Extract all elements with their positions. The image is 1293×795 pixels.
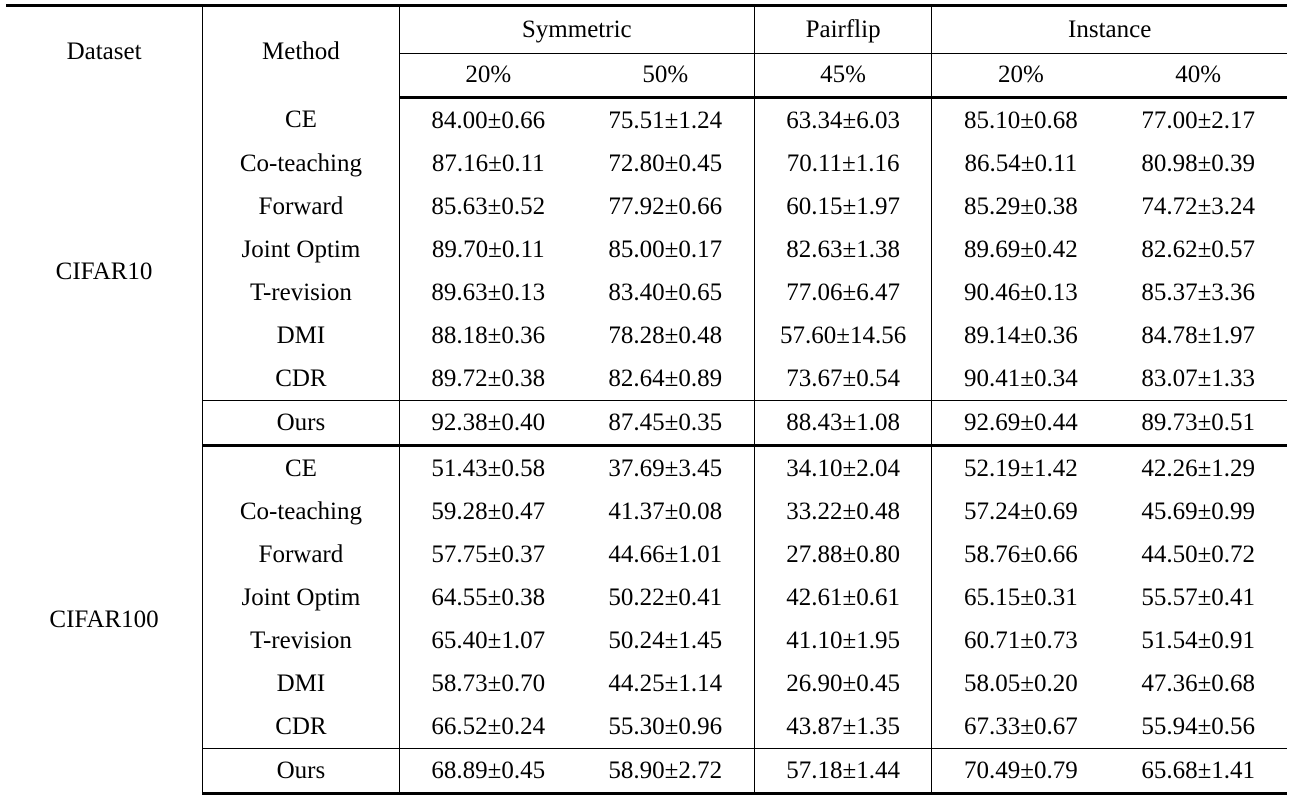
dataset-label-cifar100: CIFAR100 [6, 446, 203, 794]
value-cell: 80.98±0.39 [1141, 149, 1256, 177]
rate-header-instance-40: 40% [1109, 54, 1287, 98]
value-cell: 63.34±6.03 [754, 98, 932, 143]
value-cell: 55.94±0.56 [1109, 705, 1287, 749]
value-cell: 82.62±0.57 [1141, 235, 1256, 263]
results-table-container [0, 4, 1293, 784]
method-label: DMI [203, 662, 400, 705]
value-cell: 73.67±0.54 [754, 357, 932, 401]
value-cell: 60.15±1.97 [754, 185, 932, 228]
method-label: T-revision [203, 271, 400, 314]
value-cell: 82.63±1.38 [754, 228, 932, 271]
value-cell: 85.37±3.36 [1141, 278, 1256, 306]
rate-header-symmetric-50: 50% [577, 54, 755, 98]
value-cell: 57.60±14.56 [754, 314, 932, 357]
value-cell: 88.18±0.36 [431, 321, 546, 349]
rate-header-pairflip-45: 45% [754, 54, 932, 98]
value-cell: 68.89±0.45 [399, 749, 577, 794]
value-cell: 58.73±0.70 [431, 669, 546, 697]
value-cell: 51.54±0.91 [1141, 626, 1256, 654]
value-cell: 87.16±0.11 [431, 149, 545, 177]
value-cell: 44.25±1.14 [577, 662, 755, 705]
value-cell: 66.52±0.24 [399, 705, 577, 749]
method-label: CE [203, 446, 400, 491]
value-cell: 33.22±0.48 [754, 490, 932, 533]
table-row [6, 446, 1287, 491]
value-cell: 78.28±0.48 [577, 314, 755, 357]
method-label: Joint Optim [203, 228, 400, 271]
value-cell: 70.49±0.79 [932, 749, 1110, 794]
value-cell: 52.19±1.42 [964, 454, 1078, 482]
value-cell: 50.24±1.45 [577, 619, 755, 662]
value-cell: 90.46±0.13 [964, 278, 1078, 306]
value-cell: 83.40±0.65 [577, 271, 755, 314]
value-cell: 44.66±1.01 [577, 533, 755, 576]
value-cell: 86.54±0.11 [964, 149, 1078, 177]
value-cell: 47.36±0.68 [1141, 669, 1256, 697]
method-label: Co-teaching [203, 142, 400, 185]
value-cell: 60.71±0.73 [964, 626, 1078, 654]
value-cell: 85.63±0.52 [431, 192, 546, 220]
value-cell: 41.37±0.08 [577, 490, 755, 533]
value-cell: 37.69±3.45 [577, 446, 755, 491]
value-cell: 83.07±1.33 [1109, 357, 1287, 401]
value-cell: 65.40±1.07 [431, 626, 546, 654]
value-cell: 57.75±0.37 [431, 540, 546, 568]
method-label: CE [203, 98, 400, 143]
value-cell: 58.76±0.66 [964, 540, 1078, 568]
value-cell: 26.90±0.45 [754, 662, 932, 705]
results-table [6, 4, 1287, 795]
value-cell: 55.57±0.41 [1141, 583, 1256, 611]
value-cell: 64.55±0.38 [431, 583, 546, 611]
value-cell: 84.00±0.66 [431, 106, 546, 134]
value-cell: 77.00±2.17 [1141, 106, 1256, 134]
value-cell: 85.29±0.38 [964, 192, 1078, 220]
group-header-symmetric: Symmetric [399, 6, 754, 54]
method-label: Co-teaching [203, 490, 400, 533]
value-cell: 42.61±0.61 [754, 576, 932, 619]
value-cell: 59.28±0.47 [431, 497, 546, 525]
value-cell: 44.50±0.72 [1141, 540, 1256, 568]
value-cell: 74.72±3.24 [1141, 192, 1256, 220]
value-cell: 75.51±1.24 [577, 98, 755, 143]
value-cell: 42.26±1.29 [1141, 454, 1256, 482]
value-cell: 89.72±0.38 [399, 357, 577, 401]
value-cell: 41.10±1.95 [754, 619, 932, 662]
value-cell: 89.70±0.11 [431, 235, 545, 263]
value-cell: 89.63±0.13 [431, 278, 546, 306]
method-label: Ours [203, 401, 400, 446]
value-cell: 65.68±1.41 [1109, 749, 1287, 794]
value-cell: 45.69±0.99 [1141, 497, 1256, 525]
value-cell: 43.87±1.35 [754, 705, 932, 749]
value-cell: 92.38±0.40 [399, 401, 577, 446]
method-label: Ours [203, 749, 400, 794]
value-cell: 85.10±0.68 [964, 106, 1078, 134]
method-label: CDR [203, 705, 400, 749]
method-label: T-revision [203, 619, 400, 662]
value-cell: 51.43±0.58 [431, 454, 546, 482]
value-cell: 55.30±0.96 [577, 705, 755, 749]
value-cell: 84.78±1.97 [1141, 321, 1256, 349]
value-cell: 85.00±0.17 [577, 228, 755, 271]
value-cell: 82.64±0.89 [577, 357, 755, 401]
value-cell: 89.73±0.51 [1109, 401, 1287, 446]
value-cell: 77.92±0.66 [577, 185, 755, 228]
value-cell: 87.45±0.35 [577, 401, 755, 446]
table-row [6, 98, 1287, 143]
value-cell: 92.69±0.44 [932, 401, 1110, 446]
value-cell: 58.05±0.20 [964, 669, 1078, 697]
value-cell: 58.90±2.72 [577, 749, 755, 794]
group-header-pairflip: Pairflip [754, 6, 932, 54]
method-label: Forward [203, 185, 400, 228]
value-cell: 70.11±1.16 [754, 142, 932, 185]
value-cell: 72.80±0.45 [577, 142, 755, 185]
method-label: Forward [203, 533, 400, 576]
value-cell: 27.88±0.80 [754, 533, 932, 576]
value-cell: 50.22±0.41 [577, 576, 755, 619]
value-cell: 89.69±0.42 [964, 235, 1078, 263]
value-cell: 65.15±0.31 [964, 583, 1078, 611]
column-header-dataset: Dataset [6, 6, 203, 98]
value-cell: 90.41±0.34 [932, 357, 1110, 401]
header-row-groups [6, 6, 1287, 54]
rate-header-symmetric-20: 20% [399, 54, 577, 98]
value-cell: 77.06±6.47 [754, 271, 932, 314]
method-label: DMI [203, 314, 400, 357]
group-header-instance: Instance [932, 6, 1287, 54]
value-cell: 88.43±1.08 [754, 401, 932, 446]
value-cell: 89.14±0.36 [964, 321, 1078, 349]
method-label: Joint Optim [203, 576, 400, 619]
dataset-label-cifar10: CIFAR10 [6, 98, 203, 446]
value-cell: 67.33±0.67 [932, 705, 1110, 749]
value-cell: 57.24±0.69 [964, 497, 1078, 525]
column-header-method: Method [203, 6, 400, 98]
rate-header-instance-20: 20% [932, 54, 1110, 98]
value-cell: 34.10±2.04 [754, 446, 932, 491]
value-cell: 57.18±1.44 [754, 749, 932, 794]
method-label: CDR [203, 357, 400, 401]
